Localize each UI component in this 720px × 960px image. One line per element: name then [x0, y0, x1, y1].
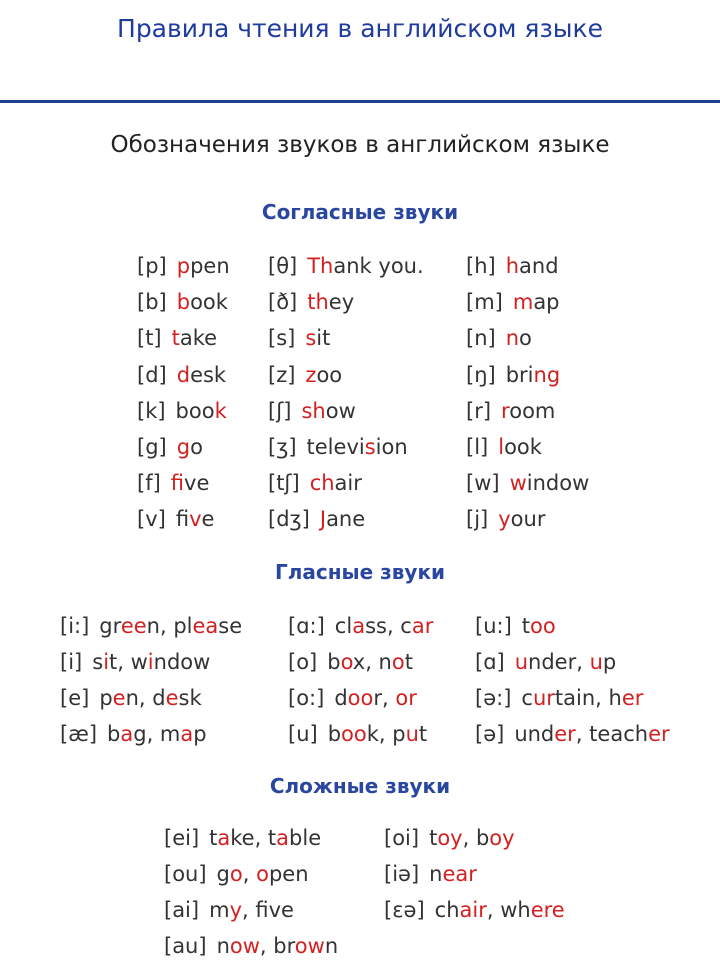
- example-word: [328, 722, 427, 746]
- word-part: fi: [175, 507, 190, 532]
- example-word: [514, 722, 669, 746]
- word-part: ,: [242, 862, 257, 886]
- word-highlight: oy: [437, 826, 463, 850]
- word-part: ook: [190, 290, 228, 315]
- example-word: [301, 399, 355, 423]
- word-part: t: [418, 722, 428, 746]
- example-word: [217, 862, 309, 886]
- sound-symbol: [e]: [60, 686, 90, 710]
- sound-symbol: [dʒ]: [268, 507, 310, 532]
- word-highlight: ch: [309, 471, 335, 496]
- example-word: [307, 290, 354, 314]
- sound-symbol: [ŋ]: [466, 362, 496, 387]
- sound-entry: [268, 435, 408, 459]
- example-word: [506, 363, 560, 387]
- sound-entry: [60, 686, 202, 710]
- word-highlight: ear: [442, 862, 477, 886]
- sound-symbol: [æ]: [60, 722, 98, 746]
- word-part: ve: [268, 898, 294, 922]
- word-highlight: h: [505, 254, 520, 278]
- word-highlight: b: [176, 290, 191, 315]
- example-word: [176, 399, 227, 423]
- word-highlight: ea: [192, 614, 219, 638]
- word-highlight: m: [512, 290, 534, 315]
- word-highlight: g: [176, 435, 191, 459]
- word-part: d: [334, 686, 348, 710]
- word-part: b: [327, 722, 342, 746]
- example-word: [327, 650, 413, 674]
- sound-entry: [137, 435, 203, 459]
- sound-symbol: [tʃ]: [268, 471, 300, 496]
- sound-symbol: [u]: [288, 722, 318, 746]
- word-highlight: er: [648, 722, 670, 746]
- example-word: [506, 254, 559, 278]
- example-word: [335, 614, 434, 638]
- word-part: oom: [509, 398, 556, 423]
- word-part: indow: [526, 471, 590, 496]
- word-part: and: [519, 254, 559, 278]
- sound-symbol: [εə]: [384, 898, 425, 922]
- word-part: ank you.: [333, 254, 424, 278]
- sound-entry: [288, 650, 413, 674]
- word-part: bri: [505, 362, 534, 387]
- sound-entry: [137, 290, 228, 314]
- word-part: cl: [334, 614, 353, 638]
- word-highlight: e: [165, 686, 179, 710]
- sound-entry: [60, 722, 207, 746]
- word-highlight: oo: [530, 614, 556, 638]
- word-highlight: a: [120, 722, 134, 746]
- sound-symbol: [θ]: [268, 254, 298, 278]
- word-highlight: e: [112, 686, 126, 710]
- example-word: [217, 934, 339, 958]
- word-highlight: y: [229, 898, 242, 922]
- section-title-consonants: Согласные звуки: [261, 200, 459, 224]
- word-part: ey: [328, 290, 355, 315]
- word-part: p: [602, 650, 617, 674]
- example-word: [429, 862, 477, 886]
- sound-entry: [475, 686, 643, 710]
- sound-entry: [288, 614, 433, 638]
- sound-symbol: [f]: [137, 471, 161, 496]
- example-word: [177, 363, 226, 387]
- example-word: [176, 507, 215, 531]
- word-part: n, pl: [146, 614, 193, 638]
- word-highlight: o: [256, 862, 269, 886]
- word-highlight: ng: [533, 362, 561, 387]
- sound-entry: [164, 862, 309, 886]
- word-part: televi: [306, 435, 365, 459]
- word-highlight: o: [391, 650, 405, 674]
- word-part: , f: [242, 898, 269, 922]
- word-part: ap: [533, 290, 560, 315]
- word-part: ane: [326, 507, 366, 532]
- example-word: [521, 686, 643, 710]
- sound-symbol: [ɑ:]: [288, 614, 325, 638]
- example-word: [307, 254, 423, 278]
- word-part: ke, t: [230, 826, 277, 850]
- sound-symbol: [s]: [268, 326, 296, 351]
- sound-symbol: [w]: [466, 471, 500, 496]
- sound-symbol: [iə]: [384, 862, 420, 886]
- word-part: ch: [434, 898, 460, 922]
- sound-entry: [268, 254, 424, 278]
- page-subtitle: Обозначения звуков в английском языке: [110, 132, 610, 158]
- word-highlight: oo: [341, 722, 367, 746]
- word-highlight: u: [514, 650, 529, 674]
- sound-symbol: [m]: [466, 290, 503, 315]
- sound-symbol: [i]: [60, 650, 83, 674]
- sound-entry: [268, 507, 365, 531]
- word-highlight: oy: [489, 826, 515, 850]
- sound-symbol: [u:]: [475, 614, 512, 638]
- sound-entry: [164, 934, 338, 958]
- word-part: t: [404, 650, 413, 674]
- sound-entry: [268, 399, 356, 423]
- sound-entry: [268, 326, 330, 350]
- section-title-diphthongs: Сложные звуки: [269, 774, 451, 798]
- sound-entry: [384, 898, 565, 922]
- word-part: m: [209, 898, 230, 922]
- word-highlight: l: [498, 435, 505, 459]
- header-divider: [0, 100, 720, 103]
- word-highlight: i: [103, 650, 110, 674]
- word-part: x, n: [352, 650, 392, 674]
- example-word: [320, 507, 365, 531]
- example-word: [99, 686, 201, 710]
- word-part: t: [521, 614, 531, 638]
- word-part: pen: [268, 862, 309, 886]
- word-part: air: [334, 471, 362, 496]
- example-word: [515, 650, 617, 674]
- word-part: b: [327, 650, 341, 674]
- page-title: Правила чтения в английском языке: [117, 14, 603, 43]
- example-word: [209, 898, 294, 922]
- sound-entry: [466, 290, 560, 314]
- sound-symbol: [n]: [466, 326, 496, 351]
- sound-symbol: [ei]: [164, 826, 200, 850]
- word-part: g, m: [133, 722, 181, 746]
- example-word: [177, 435, 203, 459]
- example-word: [209, 826, 321, 850]
- sound-symbol: [l]: [466, 435, 489, 459]
- example-word: [429, 826, 514, 850]
- word-part: n, d: [125, 686, 166, 710]
- word-highlight: w: [509, 471, 527, 496]
- word-part: ive: [184, 471, 210, 496]
- word-part: p: [193, 722, 207, 746]
- sound-symbol: [z]: [268, 362, 296, 387]
- word-highlight: a: [180, 722, 194, 746]
- example-word: [99, 614, 242, 638]
- word-highlight: u: [405, 722, 419, 746]
- sound-symbol: [r]: [466, 398, 492, 423]
- example-word: [334, 686, 417, 710]
- sound-symbol: [ə]: [475, 722, 505, 746]
- word-part: pen: [190, 254, 230, 278]
- example-word: [177, 290, 228, 314]
- word-part: ow: [325, 398, 356, 423]
- word-part: c: [521, 686, 533, 710]
- word-part: ble: [289, 826, 322, 850]
- word-part: tain, h: [554, 686, 622, 710]
- sound-entry: [466, 399, 555, 423]
- word-highlight: a: [276, 826, 290, 850]
- example-word: [501, 399, 555, 423]
- word-highlight: v: [189, 507, 202, 532]
- word-highlight: o: [340, 650, 353, 674]
- word-highlight: i: [147, 650, 154, 674]
- word-highlight: th: [307, 290, 329, 315]
- word-part: it: [316, 326, 331, 351]
- sound-entry: [164, 826, 321, 850]
- example-word: [107, 722, 207, 746]
- sound-symbol: [g]: [137, 435, 167, 459]
- word-part: , wh: [486, 898, 531, 922]
- sound-entry: [268, 363, 342, 387]
- example-word: [498, 435, 542, 459]
- word-part: g: [216, 862, 230, 886]
- word-highlight: r: [501, 398, 510, 423]
- example-word: [510, 471, 590, 495]
- sound-entry: [384, 862, 477, 886]
- sound-entry: [475, 722, 670, 746]
- word-highlight: ow: [294, 934, 325, 958]
- sound-symbol: [h]: [466, 254, 496, 278]
- sound-symbol: [au]: [164, 934, 207, 958]
- sound-entry: [137, 363, 226, 387]
- sound-entry: [137, 326, 217, 350]
- section-title-vowels: Гласные звуки: [274, 560, 446, 584]
- sound-entry: [137, 507, 214, 531]
- word-part: n: [216, 934, 230, 958]
- word-part: p: [99, 686, 113, 710]
- sound-symbol: [ʃ]: [268, 398, 292, 423]
- sound-symbol: [i:]: [60, 614, 90, 638]
- word-part: our: [510, 507, 546, 532]
- example-word: [177, 254, 230, 278]
- sound-entry: [466, 471, 589, 495]
- example-word: [506, 326, 532, 350]
- word-highlight: s: [364, 435, 376, 459]
- word-highlight: ar: [411, 614, 434, 638]
- sound-entry: [288, 722, 427, 746]
- example-word: [522, 614, 556, 638]
- example-word: [172, 326, 217, 350]
- sound-entry: [466, 254, 559, 278]
- example-word: [435, 898, 565, 922]
- sound-symbol: [v]: [137, 507, 166, 532]
- word-highlight: oo: [347, 686, 374, 710]
- word-highlight: a: [352, 614, 366, 638]
- word-part: n: [324, 934, 339, 958]
- example-word: [307, 435, 408, 459]
- word-part: ake: [179, 326, 218, 351]
- sound-symbol: [p]: [137, 254, 167, 278]
- sound-entry: [268, 290, 354, 314]
- example-word: [498, 507, 545, 531]
- sound-entry: [466, 326, 532, 350]
- sound-entry: [466, 363, 560, 387]
- sound-entry: [137, 399, 227, 423]
- sound-entry: [475, 650, 616, 674]
- word-part: , b: [462, 826, 490, 850]
- word-part: b: [107, 722, 121, 746]
- word-part: esk: [190, 362, 227, 387]
- sound-entry: [137, 254, 230, 278]
- word-highlight: ow: [229, 934, 260, 958]
- sound-symbol: [oi]: [384, 826, 420, 850]
- example-word: [92, 650, 210, 674]
- word-highlight: y: [498, 507, 511, 532]
- sound-entry: [137, 471, 209, 495]
- word-highlight: d: [176, 362, 191, 387]
- sound-symbol: [o:]: [288, 686, 325, 710]
- word-part: ndow: [153, 650, 211, 674]
- sound-entry: [268, 471, 362, 495]
- word-part: ook: [504, 435, 542, 459]
- word-part: k, p: [366, 722, 406, 746]
- word-part: o: [190, 435, 203, 459]
- sound-symbol: [ou]: [164, 862, 207, 886]
- word-highlight: ur: [532, 686, 555, 710]
- word-highlight: o: [229, 862, 243, 886]
- sound-symbol: [ə:]: [475, 686, 512, 710]
- word-part: t: [209, 826, 218, 850]
- word-part: boo: [175, 398, 215, 423]
- word-part: sk: [178, 686, 202, 710]
- sound-entry: [288, 686, 417, 710]
- sound-entry: [60, 650, 210, 674]
- sound-entry: [466, 507, 545, 531]
- word-part: s: [92, 650, 104, 674]
- sound-symbol: [ð]: [268, 290, 298, 315]
- sound-entry: [466, 435, 542, 459]
- word-highlight: p: [176, 254, 191, 278]
- sound-symbol: [j]: [466, 507, 489, 532]
- word-part: se: [218, 614, 243, 638]
- word-highlight: sh: [301, 398, 326, 423]
- word-highlight: ere: [530, 898, 565, 922]
- sound-symbol: [k]: [137, 398, 166, 423]
- sound-entry: [384, 826, 515, 850]
- sound-symbol: [d]: [137, 362, 167, 387]
- word-highlight: J: [319, 507, 327, 532]
- sound-symbol: [b]: [137, 290, 167, 315]
- word-part: t, w: [109, 650, 148, 674]
- example-word: [305, 326, 330, 350]
- word-highlight: er: [554, 722, 576, 746]
- word-highlight: air: [459, 898, 487, 922]
- sound-symbol: [ai]: [164, 898, 200, 922]
- word-part: nder,: [528, 650, 590, 674]
- word-part: , br: [259, 934, 295, 958]
- word-part: gr: [99, 614, 121, 638]
- sound-symbol: [ʒ]: [268, 435, 297, 459]
- sound-entry: [60, 614, 242, 638]
- word-highlight: u: [589, 650, 603, 674]
- sound-symbol: [ɑ]: [475, 650, 505, 674]
- word-part: e: [201, 507, 215, 532]
- sound-entry: [164, 898, 294, 922]
- word-part: ion: [375, 435, 408, 459]
- word-highlight: f: [170, 471, 185, 496]
- word-highlight: k: [214, 398, 227, 423]
- sound-symbol: [t]: [137, 326, 162, 351]
- word-highlight: or: [395, 686, 417, 710]
- word-highlight: ee: [120, 614, 147, 638]
- example-word: [171, 471, 210, 495]
- word-part: t: [429, 826, 438, 850]
- word-part: n: [429, 862, 443, 886]
- word-part: , teach: [575, 722, 649, 746]
- word-part: und: [514, 722, 555, 746]
- word-highlight: z: [305, 362, 317, 387]
- example-word: [305, 363, 342, 387]
- word-part: ss, c: [365, 614, 412, 638]
- word-highlight: Th: [307, 254, 334, 278]
- word-highlight: t: [171, 326, 180, 351]
- word-highlight: er: [621, 686, 644, 710]
- word-part: r,: [373, 686, 396, 710]
- word-highlight: s: [305, 326, 317, 351]
- word-highlight: n: [505, 326, 520, 351]
- sound-entry: [475, 614, 556, 638]
- sound-symbol: [o]: [288, 650, 318, 674]
- word-part: o: [519, 326, 532, 351]
- word-highlight: a: [217, 826, 231, 850]
- example-word: [513, 290, 560, 314]
- example-word: [310, 471, 362, 495]
- word-part: oo: [316, 362, 343, 387]
